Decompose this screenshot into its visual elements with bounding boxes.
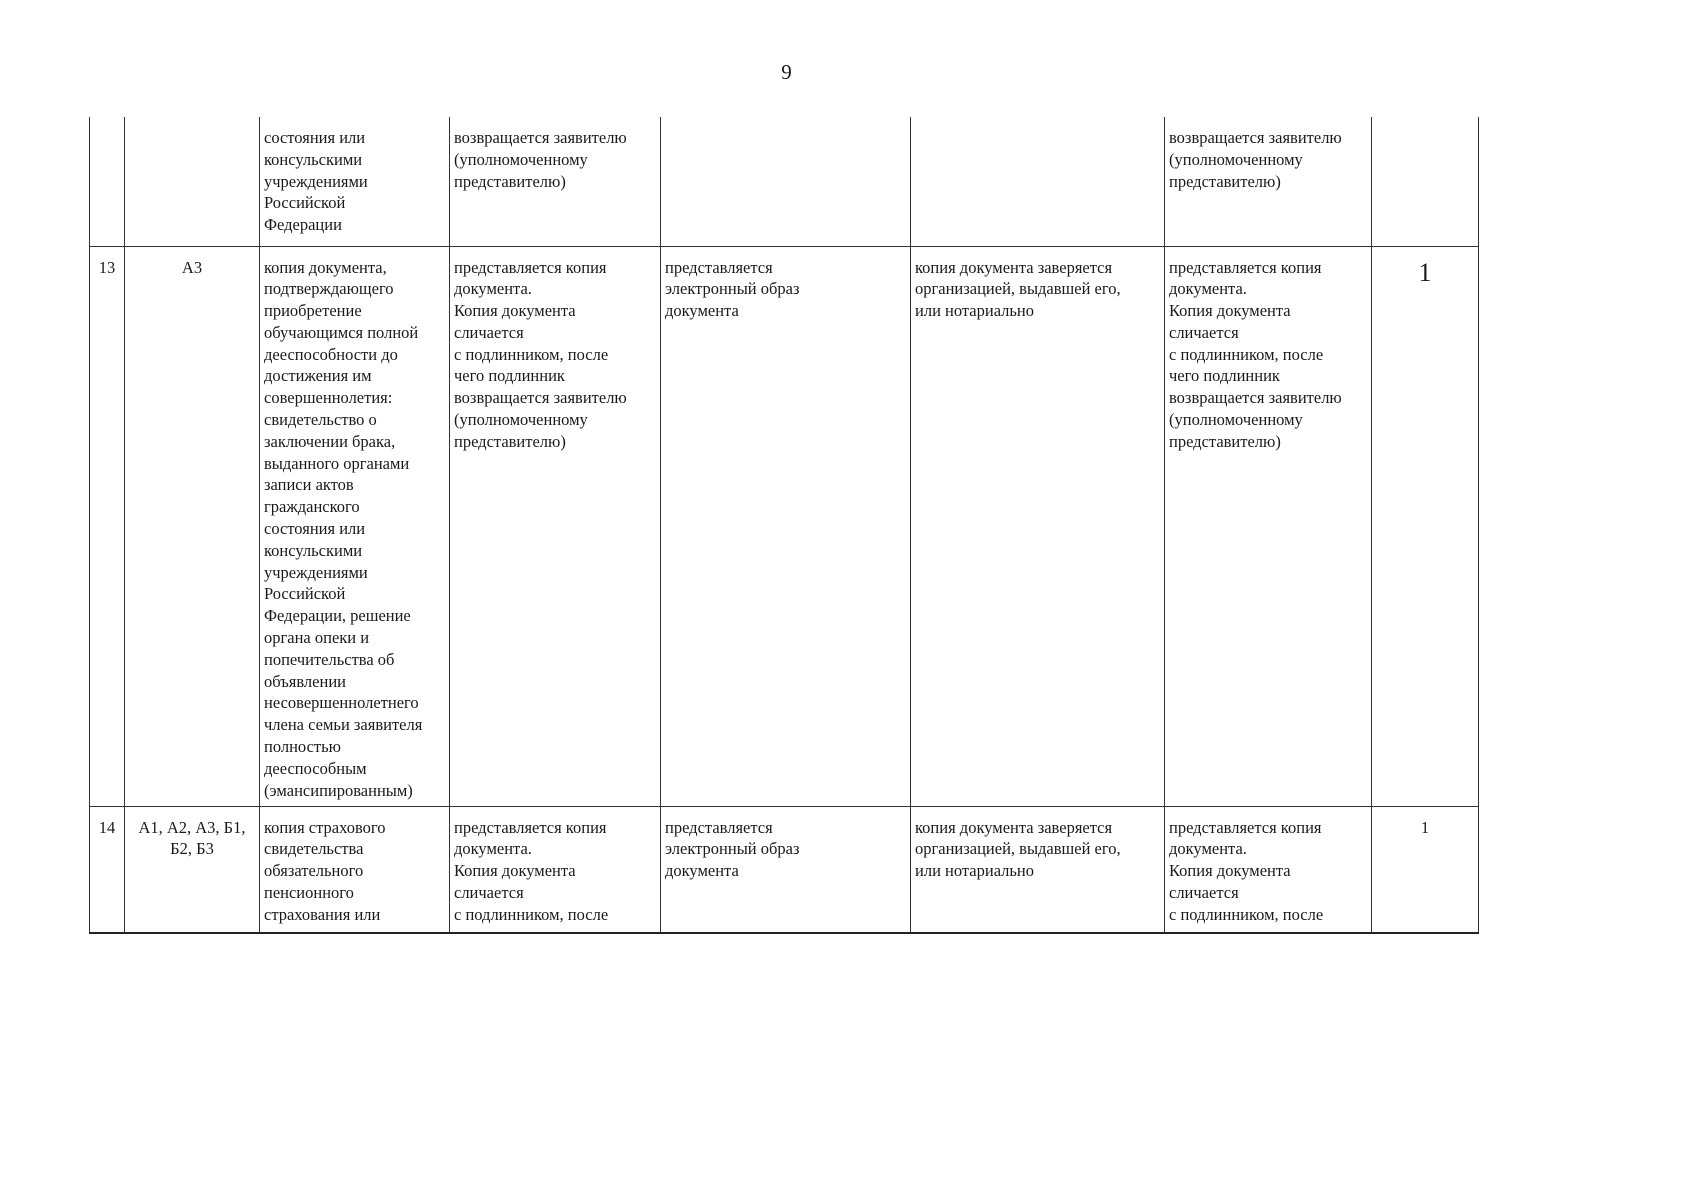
- row-number-cell: 14: [90, 806, 125, 933]
- count-cell: 1: [1372, 246, 1479, 806]
- count-cell: [1372, 117, 1479, 246]
- electronic-cell: представляется электронный образ документа: [661, 246, 911, 806]
- by-mail-cell: возвращается заявителю (уполномоченному представителю): [1165, 117, 1372, 246]
- electronic-cell: представляется электронный образ документа: [661, 806, 911, 933]
- by-mail-cell: представляется копия документа. Копия документа сличается с подлинником, после: [1165, 806, 1372, 933]
- categories-cell: А3: [125, 246, 260, 806]
- requirements-table: [89, 117, 1479, 934]
- count-cell: 1: [1372, 806, 1479, 933]
- certification-cell: копия документа заверяется организацией, выдавшей его, или нотариально: [911, 246, 1165, 806]
- document-cell: копия документа, подтверждающего приобретение обучающимся полной дееспособности до достижения им совершеннолетия: свидетельство о заключении брака, выданного органами записи актов гражданского состояния или консульскими учреждениями Российской Федерации, решение органа опеки и попечительства об объявлении несовершеннолетнего члена семьи заявителя полностью дееспособным (эмансипированным): [260, 246, 450, 806]
- electronic-cell: [661, 117, 911, 246]
- in-person-cell: возвращается заявителю (уполномоченному представителю): [450, 117, 661, 246]
- in-person-cell: представляется копия документа. Копия документа сличается с подлинником, после чего подлинник возвращается заявителю (уполномоченному представителю): [450, 246, 661, 806]
- document-cell: состояния или консульскими учреждениями Российской Федерации: [260, 117, 450, 246]
- document-cell: копия страхового свидетельства обязательного пенсионного страхования или: [260, 806, 450, 933]
- table-row: [90, 246, 1479, 806]
- table-row: [90, 806, 1479, 933]
- table-row: [90, 117, 1479, 246]
- row-number-cell: 13: [90, 246, 125, 806]
- categories-cell: А1, А2, А3, Б1, Б2, Б3: [125, 806, 260, 933]
- in-person-cell: представляется копия документа. Копия документа сличается с подлинником, после: [450, 806, 661, 933]
- page-number: 9: [781, 60, 792, 84]
- by-mail-cell: представляется копия документа. Копия документа сличается с подлинником, после чего подлинник возвращается заявителю (уполномоченному представителю): [1165, 246, 1372, 806]
- certification-cell: [911, 117, 1165, 246]
- categories-cell: [125, 117, 260, 246]
- certification-cell: копия документа заверяется организацией, выдавшей его, или нотариально: [911, 806, 1165, 933]
- row-number-cell: [90, 117, 125, 246]
